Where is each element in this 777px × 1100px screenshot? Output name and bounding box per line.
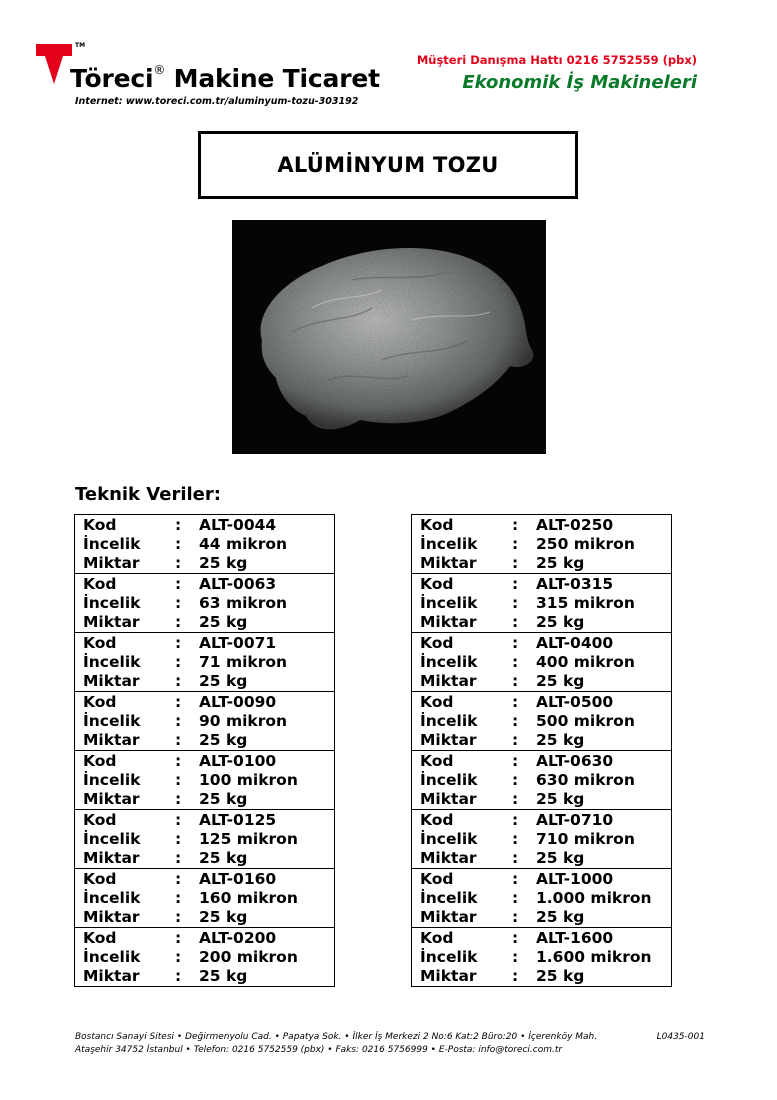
spec-label: Miktar	[420, 554, 477, 572]
spec-separator: :	[175, 830, 182, 848]
spec-label: Kod	[83, 870, 117, 888]
spec-value-miktar: 25 kg	[199, 554, 248, 572]
spec-row-miktar	[75, 849, 334, 868]
spec-value-incelik: 160 mikron	[199, 889, 298, 907]
spec-row-kod	[75, 811, 334, 830]
spec-separator: :	[512, 790, 519, 808]
spec-label: Miktar	[83, 731, 140, 749]
spec-separator: :	[512, 771, 519, 789]
spec-separator: :	[512, 967, 519, 985]
spec-value-incelik: 315 mikron	[536, 594, 635, 612]
spec-separator: :	[512, 672, 519, 690]
product-spec-group	[75, 515, 334, 573]
spec-value-kod: ALT-1000	[536, 870, 614, 888]
spec-row-kod	[412, 693, 671, 712]
aluminum-powder-pile-image	[232, 220, 546, 454]
spec-row-kod	[75, 634, 334, 653]
spec-separator: :	[512, 613, 519, 631]
spec-value-kod: ALT-0500	[536, 693, 614, 711]
product-spec-group	[75, 868, 334, 927]
spec-separator: :	[175, 771, 182, 789]
spec-row-incelik	[75, 712, 334, 731]
spec-row-kod	[412, 634, 671, 653]
spec-separator: :	[512, 516, 519, 534]
spec-label: İncelik	[420, 771, 478, 789]
spec-value-kod: ALT-0630	[536, 752, 614, 770]
spec-label: Miktar	[420, 849, 477, 867]
product-spec-group	[412, 691, 671, 750]
spec-row-miktar	[412, 849, 671, 868]
spec-row-kod	[412, 516, 671, 535]
spec-label: İncelik	[83, 594, 141, 612]
spec-row-miktar	[412, 613, 671, 632]
spec-label: Miktar	[83, 967, 140, 985]
spec-label: Kod	[420, 634, 454, 652]
spec-separator: :	[175, 870, 182, 888]
spec-row-incelik	[412, 535, 671, 554]
spec-label: İncelik	[83, 712, 141, 730]
spec-value-incelik: 1.000 mikron	[536, 889, 652, 907]
spec-row-miktar	[75, 908, 334, 927]
spec-row-incelik	[75, 889, 334, 908]
spec-value-kod: ALT-0315	[536, 575, 614, 593]
product-spec-group	[412, 515, 671, 573]
spec-value-miktar: 25 kg	[199, 790, 248, 808]
spec-row-incelik	[412, 889, 671, 908]
spec-separator: :	[512, 929, 519, 947]
spec-value-miktar: 25 kg	[536, 554, 585, 572]
spec-value-incelik: 200 mikron	[199, 948, 298, 966]
spec-value-incelik: 100 mikron	[199, 771, 298, 789]
spec-separator: :	[512, 712, 519, 730]
spec-row-miktar	[412, 967, 671, 986]
spec-separator: :	[512, 575, 519, 593]
spec-label: Kod	[420, 752, 454, 770]
spec-label: İncelik	[420, 594, 478, 612]
spec-value-kod: ALT-1600	[536, 929, 614, 947]
spec-value-incelik: 400 mikron	[536, 653, 635, 671]
spec-value-miktar: 25 kg	[536, 613, 585, 631]
spec-separator: :	[175, 613, 182, 631]
customer-hotline: Müşteri Danışma Hattı 0216 5752559 (pbx)	[416, 53, 697, 67]
spec-value-kod: ALT-0063	[199, 575, 277, 593]
spec-separator: :	[512, 908, 519, 926]
spec-row-incelik	[75, 948, 334, 967]
spec-label: Miktar	[420, 613, 477, 631]
spec-separator: :	[175, 712, 182, 730]
footer-line-1: Bostancı Sanayi Sitesi • Değirmenyolu Cad. • Papatya Sok. • İlker İş Merkezi 2 No:6 Kat:2 Büro:20 • İçerenköy Mah.	[75, 1032, 598, 1042]
spec-separator: :	[175, 908, 182, 926]
spec-label: İncelik	[420, 712, 478, 730]
spec-label: Kod	[420, 693, 454, 711]
spec-label: İncelik	[83, 889, 141, 907]
spec-value-kod: ALT-0125	[199, 811, 277, 829]
spec-value-miktar: 25 kg	[536, 731, 585, 749]
spec-row-miktar	[75, 967, 334, 986]
spec-label: Miktar	[83, 908, 140, 926]
spec-separator: :	[175, 516, 182, 534]
spec-separator: :	[175, 554, 182, 572]
spec-value-kod: ALT-0710	[536, 811, 614, 829]
spec-separator: :	[512, 634, 519, 652]
spec-separator: :	[512, 948, 519, 966]
spec-label: Kod	[420, 516, 454, 534]
spec-table-left	[74, 514, 335, 987]
spec-label: Kod	[420, 870, 454, 888]
spec-label: Kod	[83, 811, 117, 829]
spec-value-incelik: 1.600 mikron	[536, 948, 652, 966]
spec-row-incelik	[75, 653, 334, 672]
spec-value-miktar: 25 kg	[199, 672, 248, 690]
title-box	[198, 131, 578, 199]
spec-table-right	[411, 514, 672, 987]
spec-separator: :	[175, 849, 182, 867]
spec-row-kod	[75, 575, 334, 594]
spec-separator: :	[175, 790, 182, 808]
spec-label: İncelik	[83, 830, 141, 848]
spec-separator: :	[175, 575, 182, 593]
spec-separator: :	[512, 535, 519, 553]
spec-row-kod	[412, 811, 671, 830]
brand-name: Töreci	[70, 64, 154, 93]
spec-label: Kod	[83, 575, 117, 593]
product-spec-group	[75, 691, 334, 750]
spec-separator: :	[175, 967, 182, 985]
spec-value-miktar: 25 kg	[199, 613, 248, 631]
spec-separator: :	[512, 870, 519, 888]
spec-separator: :	[175, 594, 182, 612]
spec-value-incelik: 250 mikron	[536, 535, 635, 553]
spec-label: Kod	[83, 516, 117, 534]
spec-value-miktar: 25 kg	[536, 967, 585, 985]
spec-row-miktar	[75, 554, 334, 573]
spec-value-miktar: 25 kg	[536, 908, 585, 926]
spec-separator: :	[512, 811, 519, 829]
spec-row-incelik	[412, 948, 671, 967]
spec-value-incelik: 71 mikron	[199, 653, 288, 671]
spec-separator: :	[175, 634, 182, 652]
footer-line-2: Ataşehir 34752 İstanbul • Telefon: 0216 5752559 (pbx) • Faks: 0216 5756999 • E-Posta: info@toreci.com.tr	[75, 1045, 563, 1055]
document-code: L0435-001	[656, 1032, 705, 1042]
spec-value-incelik: 630 mikron	[536, 771, 635, 789]
spec-value-kod: ALT-0160	[199, 870, 277, 888]
spec-row-incelik	[412, 712, 671, 731]
product-spec-group	[75, 632, 334, 691]
spec-row-miktar	[75, 613, 334, 632]
product-spec-group	[412, 868, 671, 927]
spec-row-kod	[412, 752, 671, 771]
spec-value-incelik: 44 mikron	[199, 535, 288, 553]
spec-separator: :	[175, 653, 182, 671]
spec-row-kod	[75, 929, 334, 948]
spec-value-miktar: 25 kg	[199, 849, 248, 867]
spec-separator: :	[175, 693, 182, 711]
spec-label: Kod	[420, 811, 454, 829]
spec-label: İncelik	[420, 535, 478, 553]
spec-separator: :	[175, 929, 182, 947]
spec-value-kod: ALT-0044	[199, 516, 277, 534]
spec-row-miktar	[75, 731, 334, 750]
spec-separator: :	[512, 693, 519, 711]
spec-row-kod	[412, 575, 671, 594]
spec-value-kod: ALT-0090	[199, 693, 277, 711]
spec-value-incelik: 125 mikron	[199, 830, 298, 848]
spec-value-kod: ALT-0071	[199, 634, 277, 652]
trademark-mark: TM	[75, 42, 86, 49]
spec-label: Kod	[420, 929, 454, 947]
spec-separator: :	[175, 811, 182, 829]
product-spec-group	[412, 809, 671, 868]
spec-label: İncelik	[83, 535, 141, 553]
spec-row-kod	[75, 752, 334, 771]
spec-row-kod	[75, 693, 334, 712]
spec-label: İncelik	[83, 653, 141, 671]
product-spec-group	[412, 927, 671, 986]
spec-value-kod: ALT-0100	[199, 752, 277, 770]
spec-value-kod: ALT-0250	[536, 516, 614, 534]
product-spec-group	[75, 809, 334, 868]
website-url[interactable]: Internet: www.toreci.com.tr/aluminyum-tozu-303192	[75, 96, 359, 107]
spec-label: Miktar	[420, 908, 477, 926]
spec-label: İncelik	[420, 830, 478, 848]
spec-value-miktar: 25 kg	[199, 967, 248, 985]
spec-row-incelik	[412, 594, 671, 613]
spec-label: Miktar	[83, 613, 140, 631]
spec-value-incelik: 90 mikron	[199, 712, 288, 730]
spec-row-incelik	[75, 830, 334, 849]
spec-row-miktar	[75, 672, 334, 691]
spec-separator: :	[175, 672, 182, 690]
spec-separator: :	[512, 554, 519, 572]
spec-row-kod	[75, 516, 334, 535]
registered-mark: ®	[153, 62, 166, 77]
spec-value-kod: ALT-0200	[199, 929, 277, 947]
spec-label: Kod	[420, 575, 454, 593]
spec-separator: :	[175, 948, 182, 966]
spec-row-kod	[412, 870, 671, 889]
spec-label: Miktar	[83, 849, 140, 867]
spec-value-incelik: 63 mikron	[199, 594, 288, 612]
spec-separator: :	[175, 752, 182, 770]
spec-label: İncelik	[420, 889, 478, 907]
spec-row-miktar	[75, 790, 334, 809]
spec-value-incelik: 710 mikron	[536, 830, 635, 848]
spec-row-miktar	[412, 790, 671, 809]
spec-row-miktar	[412, 554, 671, 573]
spec-value-miktar: 25 kg	[536, 849, 585, 867]
spec-value-miktar: 25 kg	[536, 790, 585, 808]
spec-row-kod	[75, 870, 334, 889]
spec-label: Miktar	[420, 672, 477, 690]
product-spec-group	[412, 750, 671, 809]
spec-label: Miktar	[420, 967, 477, 985]
spec-row-incelik	[75, 771, 334, 790]
page-title: ALÜMİNYUM TOZU	[277, 153, 499, 177]
spec-label: İncelik	[83, 771, 141, 789]
brand-name-rest: Makine Ticaret	[165, 64, 380, 93]
product-spec-group	[75, 927, 334, 986]
spec-row-miktar	[412, 908, 671, 927]
spec-row-kod	[412, 929, 671, 948]
spec-row-incelik	[412, 830, 671, 849]
product-spec-group	[412, 573, 671, 632]
product-spec-group	[75, 573, 334, 632]
spec-label: Kod	[83, 752, 117, 770]
spec-separator: :	[175, 731, 182, 749]
spec-row-incelik	[412, 653, 671, 672]
spec-row-miktar	[412, 672, 671, 691]
spec-value-miktar: 25 kg	[536, 672, 585, 690]
spec-value-kod: ALT-0400	[536, 634, 614, 652]
spec-row-incelik	[75, 594, 334, 613]
spec-separator: :	[175, 535, 182, 553]
spec-value-miktar: 25 kg	[199, 731, 248, 749]
spec-separator: :	[512, 731, 519, 749]
company-name	[70, 64, 380, 93]
spec-label: Miktar	[83, 554, 140, 572]
spec-label: Miktar	[420, 731, 477, 749]
spec-separator: :	[512, 889, 519, 907]
toreci-logo-icon	[36, 44, 72, 84]
spec-separator: :	[512, 653, 519, 671]
spec-separator: :	[512, 830, 519, 848]
spec-label: İncelik	[420, 948, 478, 966]
spec-label: Kod	[83, 634, 117, 652]
spec-separator: :	[175, 889, 182, 907]
spec-value-incelik: 500 mikron	[536, 712, 635, 730]
spec-separator: :	[512, 594, 519, 612]
product-spec-group	[75, 750, 334, 809]
spec-label: Miktar	[83, 790, 140, 808]
spec-label: Kod	[83, 693, 117, 711]
spec-value-miktar: 25 kg	[199, 908, 248, 926]
spec-separator: :	[512, 849, 519, 867]
spec-separator: :	[512, 752, 519, 770]
spec-label: İncelik	[420, 653, 478, 671]
section-label-technical-data: Teknik Veriler:	[75, 484, 221, 505]
spec-row-incelik	[75, 535, 334, 554]
spec-label: Miktar	[420, 790, 477, 808]
footer-address	[75, 1031, 705, 1057]
spec-label: Kod	[83, 929, 117, 947]
spec-label: İncelik	[83, 948, 141, 966]
spec-row-incelik	[412, 771, 671, 790]
spec-label: Miktar	[83, 672, 140, 690]
company-slogan: Ekonomik İş Makineleri	[462, 72, 697, 93]
product-spec-group	[412, 632, 671, 691]
spec-row-miktar	[412, 731, 671, 750]
